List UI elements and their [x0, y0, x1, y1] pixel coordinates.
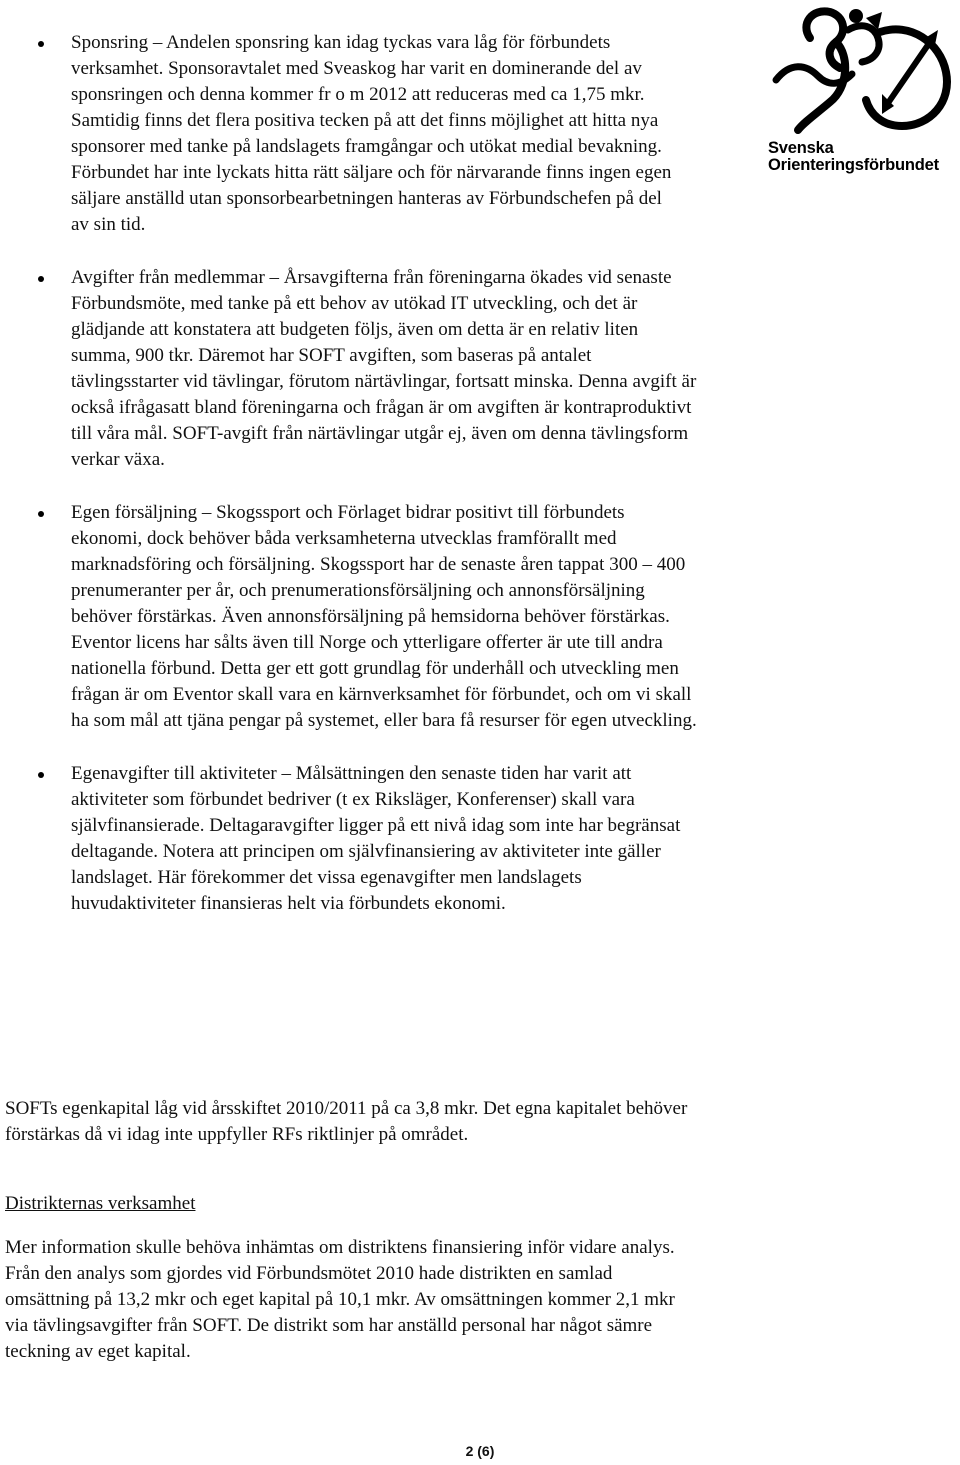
logo-wordmark: [768, 140, 939, 174]
bullet-icon: [38, 511, 44, 517]
bullet-icon: [38, 276, 44, 282]
bullet-icon: [38, 41, 44, 47]
bullet-icon: [38, 772, 44, 778]
list-item-text: Egen försäljning – Skogssport och Förlaget bidrar positivt till förbundets ekonomi, dock behöver båda verksamheterna utvecklas framförallt med marknadsföring och försäljning. Skogssport har de senaste åren tappat 300 – 400 prenumeranter per år, och prenumerationsförsäljning och annonsförsäljning behöver förstärkas. Även annonsförsäljning på hemsidorna behöver förstärkas. Eventor licens har sålts även till Norge och ytterligare offerter är ute till andra nationella förbund. Detta ger ett gott grundlag för underhåll och utveckling men frågan är om Eventor skall vara en kärnverksamhet för förbundet, och om vi skall ha som mål att tjäna pengar på systemet, eller bara få resurser för egen utveckling.: [71, 502, 697, 731]
list-item-text: Avgifter från medlemmar – Årsavgifterna från föreningarna ökades vid senaste Förbundsmöte, med tanke på ett behov av utökad IT utveckling, och det är glädjande att konstatera att budgeten följs, även om detta är en relativ liten summa, 900 tkr. Däremot har SOFT avgiften, som baseras på antalet tävlingsstarter vid tävlingar, förutom närtävlingar, fortsatt minska. Denna avgift är också ifrågasatt bland föreningarna och frågan är om avgiften är kontraproduktivt till våra mål. SOFT-avgift från närtävlingar utgår ej, även om denna tävlingsform verkar växa.: [71, 267, 697, 470]
list-item-text: Egenavgifter till aktiviteter – Målsättningen den senaste tiden har varit att aktiviteter som förbundet bedriver (t ex Riksläger, Konferenser) skall vara självfinansierade. Deltagaravgifter ligger på ett nivå idag som inte har begränsat deltagande. Notera att principen om självfinansiering av aktiviteter inte gäller landslaget. Här förekommer det vissa egenavgifter men landslagets huvudaktiviteter finansieras helt via förbundets ekonomi.: [71, 763, 681, 914]
section-heading: Distrikternas verksamhet: [5, 1193, 196, 1214]
logo: [762, 2, 958, 180]
logo-line-2: Orienteringsförbundet: [768, 156, 939, 174]
logo-line-1: Svenska: [768, 139, 834, 157]
bullet-list: [0, 30, 700, 917]
equity-paragraph: SOFTs egenkapital låg vid årsskiftet 2010/2011 på ca 3,8 mkr. Det egna kapitalet behöver förstärkas då vi idag inte uppfyller RFs riktlinjer på området.: [5, 1098, 688, 1145]
page-number: 2 (6): [465, 1443, 495, 1459]
list-item: [0, 500, 700, 734]
districts-paragraph: Mer information skulle behöva inhämtas om distriktens finansiering inför vidare analys. Från den analys som gjordes vid Förbundsmötet 2010 hade distrikten en samlad omsättning på 13,2 mkr och eget kapital på 10,1 mkr. Av omsättningen kommer 2,1 mkr via tävlingsavgifter från SOFT. De distrikt som har anställd personal har något sämre teckning av eget kapital.: [5, 1237, 675, 1362]
list-item-text: Sponsring – Andelen sponsring kan idag tyckas vara låg för förbundets verksamhet. Sponsoravtalet med Sveaskog har varit en dominerande del av sponsringen och denna kommer fr o m 2012 att reduceras med ca 1,75 mkr. Samtidig finns det flera positiva tecken på att det finns möjlighet att hitta nya sponsorer med tanke på landslagets framgångar och utökat medial bevakning. Förbundet har inte lyckats hitta rätt säljare och för närvarande finns ingen egen säljare anställd utan sponsorbearbetningen hanteras av Förbundschefen på del av sin tid.: [71, 32, 672, 235]
list-item: [0, 761, 700, 917]
orienteering-runner-logo-icon: [770, 2, 958, 134]
list-item: [0, 265, 700, 473]
list-item: [0, 30, 681, 238]
